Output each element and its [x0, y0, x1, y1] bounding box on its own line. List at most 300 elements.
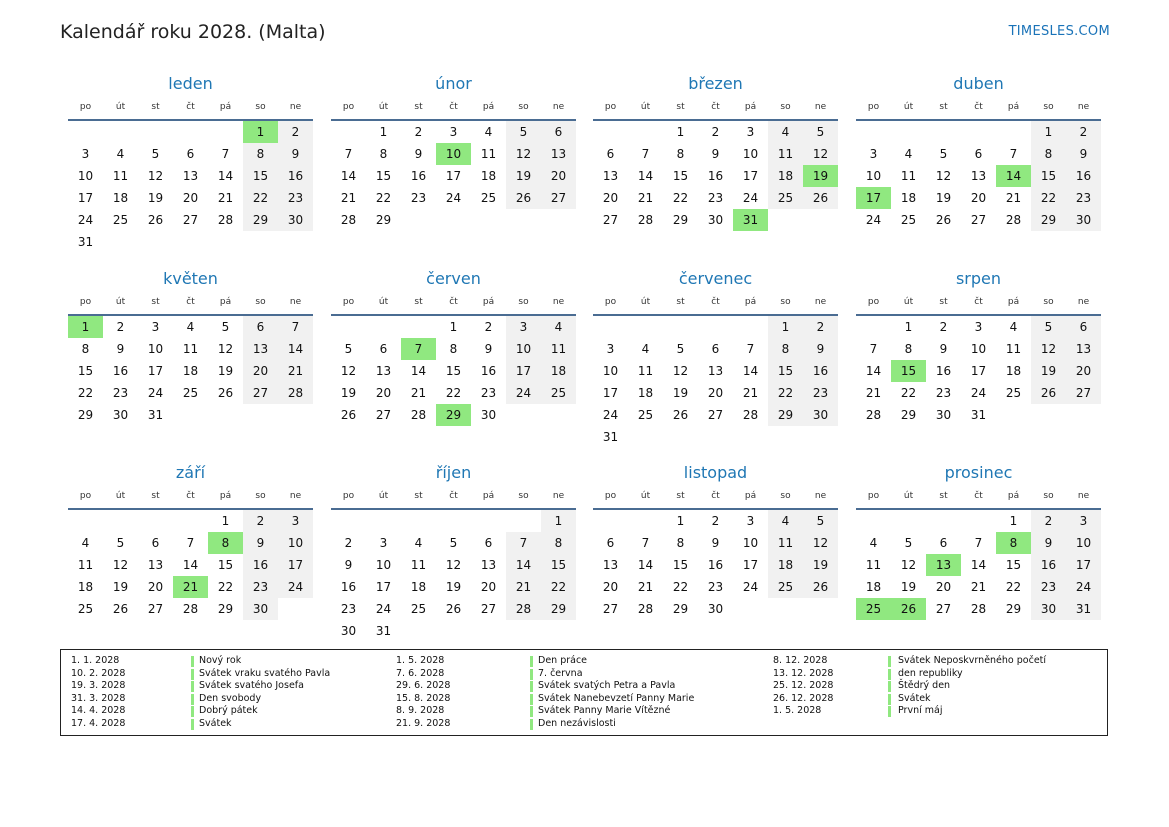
holiday-name: Svátek	[898, 692, 931, 704]
day-cell: 19	[340, 386, 357, 400]
day-cell: 25	[112, 213, 129, 227]
holiday-date: 19. 3. 2028	[71, 680, 126, 692]
day-cell: 16	[243, 554, 278, 576]
holiday-day-cell: 17	[856, 187, 891, 209]
day-cell: 10	[742, 147, 759, 161]
day-cell: 7	[506, 532, 541, 554]
day-cell: 12	[340, 364, 357, 378]
holiday-name: Nový rok	[199, 655, 242, 666]
day-cell: 23	[340, 602, 357, 616]
day-cell: 7	[641, 536, 650, 550]
day-cell: 23	[707, 580, 724, 594]
day-cell: 15	[672, 169, 689, 183]
day-cell: 21	[742, 386, 759, 400]
day-cell: 18	[900, 191, 917, 205]
day-cell: 2	[116, 320, 125, 334]
weekday-header: ne	[814, 297, 827, 307]
day-cell: 9	[803, 338, 838, 360]
day-cell: 22	[672, 191, 689, 205]
day-cell: 11	[77, 558, 94, 572]
weekday-header: po	[342, 297, 355, 307]
month-name: březen	[688, 74, 743, 93]
day-cell: 15	[1005, 558, 1022, 572]
day-cell: 5	[151, 147, 160, 161]
day-cell: 9	[1031, 532, 1066, 554]
weekday-header: út	[640, 102, 651, 112]
day-cell: 7	[186, 536, 195, 550]
day-cell: 5	[676, 342, 685, 356]
weekday-header: ne	[1077, 491, 1090, 501]
day-cell: 13	[1066, 338, 1101, 360]
day-cell: 16	[340, 580, 357, 594]
month-name: srpen	[955, 269, 1002, 288]
holiday-day-cell: 19	[803, 165, 838, 187]
day-cell: 24	[77, 213, 94, 227]
holiday-marker	[888, 681, 891, 692]
day-cell: 28	[1005, 213, 1022, 227]
legend-row	[61, 693, 1101, 706]
day-cell: 2	[1066, 121, 1101, 143]
weekday-header: so	[518, 491, 529, 501]
day-cell: 19	[1031, 360, 1066, 382]
day-cell: 6	[939, 536, 948, 550]
weekday-header: po	[604, 297, 617, 307]
day-cell: 4	[768, 510, 803, 532]
day-cell: 14	[217, 169, 234, 183]
holiday-name: den republiky	[898, 667, 963, 679]
day-cell: 17	[506, 360, 541, 382]
day-cell: 23	[112, 386, 129, 400]
day-cell: 6	[606, 147, 615, 161]
day-cell: 14	[970, 558, 987, 572]
day-cell: 3	[81, 147, 90, 161]
day-cell: 19	[900, 580, 917, 594]
day-cell: 4	[768, 121, 803, 143]
day-cell: 23	[1031, 576, 1066, 598]
holiday-day-cell: 15	[891, 360, 926, 382]
day-cell: 10	[278, 532, 313, 554]
day-cell: 28	[340, 213, 357, 227]
weekday-header: út	[378, 102, 389, 112]
day-cell: 7	[641, 147, 650, 161]
day-cell: 5	[344, 342, 353, 356]
weekday-header: st	[414, 297, 423, 307]
day-cell: 26	[803, 187, 838, 209]
weekday-header: st	[151, 102, 160, 112]
day-cell: 1	[221, 514, 230, 528]
day-cell: 4	[541, 316, 576, 338]
day-cell: 15	[541, 554, 576, 576]
day-cell: 18	[637, 386, 654, 400]
day-cell: 5	[1031, 316, 1066, 338]
holiday-marker	[888, 706, 891, 717]
day-cell: 5	[803, 510, 838, 532]
day-cell: 1	[1031, 121, 1066, 143]
day-cell: 16	[707, 169, 724, 183]
day-cell: 19	[112, 580, 129, 594]
day-cell: 30	[935, 408, 952, 422]
day-cell: 22	[541, 576, 576, 598]
day-cell: 4	[641, 342, 650, 356]
day-cell: 9	[1066, 143, 1101, 165]
weekday-header: so	[1043, 297, 1054, 307]
weekday-header: ne	[1077, 102, 1090, 112]
day-cell: 15	[243, 165, 278, 187]
weekday-header: út	[378, 297, 389, 307]
weekday-header: st	[676, 491, 685, 501]
weekday-header: so	[780, 491, 791, 501]
day-cell: 28	[742, 408, 759, 422]
day-cell: 7	[869, 342, 878, 356]
month-name: září	[175, 463, 206, 482]
day-cell: 14	[865, 364, 882, 378]
day-cell: 25	[480, 191, 497, 205]
day-cell: 15	[1031, 165, 1066, 187]
day-cell: 22	[1005, 580, 1022, 594]
day-cell: 21	[970, 580, 987, 594]
day-cell: 29	[672, 602, 689, 616]
day-cell: 25	[900, 213, 917, 227]
day-cell: 17	[77, 191, 94, 205]
day-cell: 22	[243, 187, 278, 209]
day-cell: 30	[1066, 209, 1101, 231]
day-cell: 21	[865, 386, 882, 400]
day-cell: 2	[344, 536, 353, 550]
day-cell: 9	[344, 558, 353, 572]
day-cell: 4	[81, 536, 90, 550]
day-cell: 31	[147, 408, 164, 422]
day-cell: 17	[970, 364, 987, 378]
month-name: listopad	[683, 463, 748, 482]
day-cell: 12	[147, 169, 164, 183]
day-cell: 29	[375, 213, 392, 227]
weekday-header: st	[939, 102, 948, 112]
weekday-header: út	[903, 297, 914, 307]
holiday-day-cell: 26	[891, 598, 926, 620]
day-cell: 12	[217, 342, 234, 356]
day-cell: 26	[340, 408, 357, 422]
day-cell: 15	[77, 364, 94, 378]
weekday-header: čt	[449, 491, 458, 501]
day-cell: 8	[904, 342, 913, 356]
day-cell: 13	[480, 558, 497, 572]
holiday-date: 31. 3. 2028	[71, 692, 126, 704]
holiday-date: 25. 12. 2028	[773, 680, 834, 692]
weekday-header: pá	[482, 102, 495, 112]
holiday-day-cell: 14	[996, 165, 1031, 187]
day-cell: 30	[707, 213, 724, 227]
day-cell: 21	[410, 386, 427, 400]
day-cell: 24	[1066, 576, 1101, 598]
day-cell: 6	[1066, 316, 1101, 338]
day-cell: 23	[278, 187, 313, 209]
weekday-header: so	[255, 102, 266, 112]
day-cell: 30	[1031, 598, 1066, 620]
day-cell: 24	[865, 213, 882, 227]
month-name: leden	[168, 74, 213, 93]
day-cell: 16	[1066, 165, 1101, 187]
holiday-date: 26. 12. 2028	[773, 692, 834, 704]
weekday-header: so	[1043, 491, 1054, 501]
holiday-date: 1. 5. 2028	[396, 655, 445, 666]
weekday-header: st	[939, 297, 948, 307]
weekday-header: pá	[219, 491, 232, 501]
day-cell: 19	[506, 165, 541, 187]
day-cell: 20	[970, 191, 987, 205]
day-cell: 7	[278, 316, 313, 338]
day-cell: 28	[970, 602, 987, 616]
day-cell: 11	[865, 558, 882, 572]
weekday-header: pá	[219, 102, 232, 112]
day-cell: 3	[746, 125, 755, 139]
day-cell: 22	[445, 386, 462, 400]
day-cell: 25	[1005, 386, 1022, 400]
day-cell: 25	[637, 408, 654, 422]
weekday-header: ne	[289, 297, 302, 307]
day-cell: 11	[541, 338, 576, 360]
day-cell: 26	[935, 213, 952, 227]
day-cell: 10	[1066, 532, 1101, 554]
day-cell: 27	[935, 602, 952, 616]
weekday-header: čt	[449, 102, 458, 112]
day-cell: 11	[768, 532, 803, 554]
weekday-header: pá	[744, 491, 757, 501]
legend-row	[61, 705, 1101, 718]
holiday-date: 29. 6. 2028	[396, 680, 451, 692]
holiday-date: 17. 4. 2028	[71, 717, 126, 729]
day-cell: 24	[506, 382, 541, 404]
day-cell: 13	[602, 169, 619, 183]
day-cell: 31	[375, 624, 392, 638]
day-cell: 8	[1031, 143, 1066, 165]
weekday-header: ne	[289, 102, 302, 112]
day-cell: 26	[1031, 382, 1066, 404]
holiday-day-cell: 25	[856, 598, 891, 620]
day-cell: 9	[116, 342, 125, 356]
day-cell: 6	[606, 536, 615, 550]
day-cell: 27	[480, 602, 497, 616]
day-cell: 26	[445, 602, 462, 616]
day-cell: 15	[217, 558, 234, 572]
day-cell: 1	[768, 316, 803, 338]
day-cell: 23	[410, 191, 427, 205]
day-cell: 30	[803, 404, 838, 426]
day-cell: 17	[742, 169, 759, 183]
holiday-date: 1. 5. 2028	[773, 705, 822, 717]
day-cell: 2	[484, 320, 493, 334]
day-cell: 21	[637, 191, 654, 205]
day-cell: 21	[637, 580, 654, 594]
day-cell: 18	[865, 580, 882, 594]
day-cell: 12	[803, 143, 838, 165]
holiday-name: 7. června	[538, 667, 583, 679]
legend-row	[61, 668, 1101, 681]
weekday-header: čt	[186, 491, 195, 501]
weekday-header: ne	[552, 102, 565, 112]
holiday-name: Svátek svatých Petra a Pavla	[538, 680, 676, 692]
weekday-header: pá	[1007, 491, 1020, 501]
day-cell: 4	[116, 147, 125, 161]
day-cell: 11	[182, 342, 199, 356]
day-cell: 10	[970, 342, 987, 356]
day-cell: 8	[449, 342, 458, 356]
day-cell: 5	[221, 320, 230, 334]
weekday-header: po	[867, 297, 880, 307]
day-cell: 12	[935, 169, 952, 183]
day-cell: 30	[480, 408, 497, 422]
day-cell: 29	[217, 602, 234, 616]
day-cell: 26	[217, 386, 234, 400]
day-cell: 28	[865, 408, 882, 422]
day-cell: 2	[1031, 510, 1066, 532]
weekday-header: st	[939, 491, 948, 501]
day-cell: 5	[506, 121, 541, 143]
day-cell: 18	[77, 580, 94, 594]
day-cell: 2	[243, 510, 278, 532]
day-cell: 28	[637, 602, 654, 616]
day-cell: 31	[77, 235, 94, 249]
weekday-header: ne	[1077, 297, 1090, 307]
day-cell: 11	[637, 364, 654, 378]
day-cell: 7	[746, 342, 755, 356]
day-cell: 8	[541, 532, 576, 554]
day-cell: 26	[506, 187, 541, 209]
holiday-day-cell: 29	[436, 404, 471, 426]
day-cell: 2	[939, 320, 948, 334]
weekday-header: pá	[1007, 297, 1020, 307]
holiday-name: Svátek Nanebevzetí Panny Marie	[538, 692, 695, 704]
day-cell: 13	[541, 143, 576, 165]
day-cell: 17	[602, 386, 619, 400]
month-name: duben	[953, 74, 1004, 93]
day-cell: 14	[637, 558, 654, 572]
day-cell: 25	[541, 382, 576, 404]
day-cell: 16	[707, 558, 724, 572]
day-cell: 18	[768, 165, 803, 187]
weekday-header: po	[867, 102, 880, 112]
day-cell: 3	[606, 342, 615, 356]
day-cell: 14	[742, 364, 759, 378]
day-cell: 27	[602, 213, 619, 227]
month-name: říjen	[435, 463, 472, 482]
weekday-header: po	[604, 102, 617, 112]
weekday-header: ne	[289, 491, 302, 501]
day-cell: 23	[707, 191, 724, 205]
day-cell: 3	[449, 125, 458, 139]
holiday-day-cell: 13	[926, 554, 961, 576]
day-cell: 26	[147, 213, 164, 227]
month-name: únor	[435, 74, 472, 93]
day-cell: 22	[217, 580, 234, 594]
day-cell: 17	[1066, 554, 1101, 576]
holiday-name: Svátek vraku svatého Pavla	[199, 667, 331, 679]
weekday-header: pá	[219, 297, 232, 307]
day-cell: 27	[147, 602, 164, 616]
day-cell: 25	[768, 187, 803, 209]
month-divider	[331, 508, 576, 510]
day-cell: 1	[676, 514, 685, 528]
day-cell: 10	[147, 342, 164, 356]
day-cell: 19	[935, 191, 952, 205]
day-cell: 10	[77, 169, 94, 183]
holiday-date: 8. 9. 2028	[396, 705, 445, 717]
day-cell: 11	[1005, 342, 1022, 356]
day-cell: 16	[935, 364, 952, 378]
day-cell: 12	[445, 558, 462, 572]
day-cell: 13	[375, 364, 392, 378]
site-link[interactable]: TIMESLES.COM	[1008, 24, 1110, 39]
day-cell: 5	[939, 147, 948, 161]
day-cell: 21	[340, 191, 357, 205]
day-cell: 18	[1005, 364, 1022, 378]
day-cell: 28	[182, 602, 199, 616]
day-cell: 6	[379, 342, 388, 356]
day-cell: 14	[340, 169, 357, 183]
day-cell: 24	[278, 576, 313, 598]
weekday-header: út	[640, 491, 651, 501]
month-name: prosinec	[944, 463, 1013, 482]
holiday-name: První máj	[898, 705, 943, 717]
day-cell: 23	[935, 386, 952, 400]
weekday-header: po	[79, 491, 92, 501]
day-cell: 3	[278, 510, 313, 532]
day-cell: 27	[970, 213, 987, 227]
holiday-day-cell: 1	[243, 121, 278, 143]
day-cell: 30	[340, 624, 357, 638]
day-cell: 22	[672, 580, 689, 594]
day-cell: 28	[637, 213, 654, 227]
day-cell: 9	[939, 342, 948, 356]
holiday-name: Svátek svatého Josefa	[199, 680, 304, 692]
day-cell: 27	[243, 382, 278, 404]
day-cell: 28	[410, 408, 427, 422]
day-cell: 20	[1066, 360, 1101, 382]
weekday-header: so	[1043, 102, 1054, 112]
weekday-header: čt	[711, 297, 720, 307]
weekday-header: so	[780, 102, 791, 112]
day-cell: 20	[375, 386, 392, 400]
holiday-marker	[888, 694, 891, 705]
day-cell: 16	[480, 364, 497, 378]
day-cell: 17	[278, 554, 313, 576]
weekday-header: so	[255, 491, 266, 501]
day-cell: 27	[541, 187, 576, 209]
day-cell: 8	[81, 342, 90, 356]
weekday-header: út	[903, 491, 914, 501]
holiday-day-cell: 8	[208, 532, 243, 554]
day-cell: 22	[1031, 187, 1066, 209]
weekday-header: út	[115, 297, 126, 307]
day-cell: 13	[707, 364, 724, 378]
day-cell: 10	[742, 536, 759, 550]
day-cell: 12	[803, 532, 838, 554]
weekday-header: st	[676, 102, 685, 112]
day-cell: 6	[484, 536, 493, 550]
holiday-name: Svátek Panny Marie Vítězné	[538, 705, 671, 717]
day-cell: 17	[742, 558, 759, 572]
month-name: červen	[426, 269, 481, 288]
holiday-name: Svátek Neposkvrněného početí	[898, 655, 1047, 666]
day-cell: 23	[243, 576, 278, 598]
weekday-header: st	[151, 297, 160, 307]
day-cell: 18	[182, 364, 199, 378]
holiday-date: 15. 8. 2028	[396, 692, 451, 704]
holiday-day-cell: 10	[436, 143, 471, 165]
day-cell: 6	[974, 147, 983, 161]
day-cell: 3	[379, 536, 388, 550]
day-cell: 15	[375, 169, 392, 183]
weekday-header: st	[414, 102, 423, 112]
